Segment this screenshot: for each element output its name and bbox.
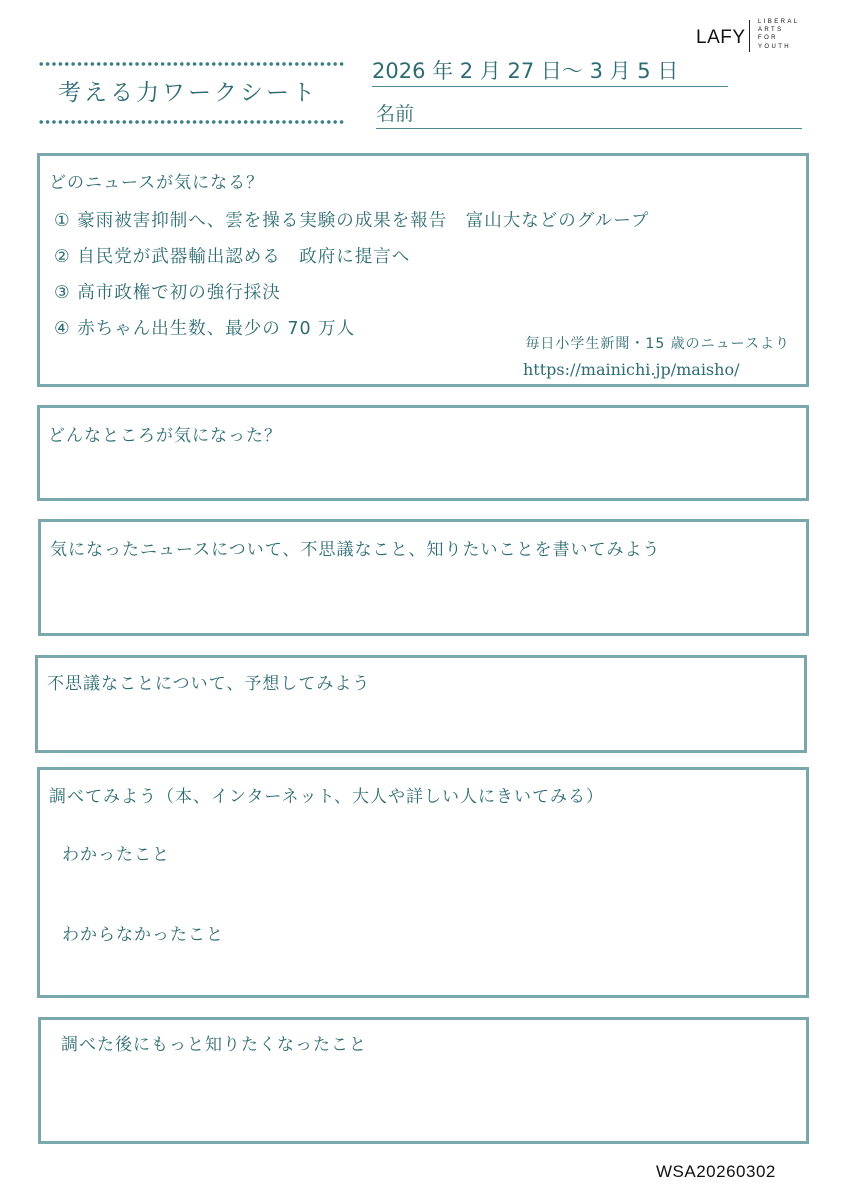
news-item[interactable]: ④ 赤ちゃん出生数、最少の 70 万人 [54,319,356,339]
question-box-more[interactable] [38,1017,809,1144]
name-field[interactable] [376,99,802,129]
news-item[interactable]: ② 自民党が武器輸出認める 政府に提言へ [54,247,411,267]
question-box-interest[interactable] [37,405,809,501]
logo-tagline [758,18,799,51]
worksheet-code: WSA20260302 [656,1162,776,1181]
logo-tagline-line: FOR [758,35,778,42]
question-box-wonder[interactable] [38,519,809,636]
news-box [37,153,809,387]
worksheet-title: 考える力ワークシート [58,80,318,106]
logo-tagline-line: LIBERAL [758,19,800,25]
title-dots-bottom [38,119,344,125]
question-label: 気になったニュースについて、不思議なこと、知りたいことを書いてみよう [50,540,661,560]
news-url-link[interactable]: https://mainichi.jp/maisho/ [523,360,740,379]
question-box-research[interactable] [37,767,809,998]
lafy-logo [696,18,826,58]
not-found-label: わからなかったこと [62,925,224,945]
question-box-predict[interactable] [35,655,807,753]
news-item[interactable]: ① 豪雨被害抑制へ、雲を操る実験の成果を報告 富山大などのグループ [54,211,650,231]
found-label: わかったこと [62,845,170,865]
logo-divider [749,20,750,52]
question-label: 調べた後にもっと知りたくなったこと [61,1035,367,1055]
question-label: 調べてみよう（本、インターネット、大人や詳しい人にきいてみる） [49,787,604,807]
name-label: 名前 [376,103,415,125]
title-dots-top [38,61,344,67]
news-source: 毎日小学生新聞・15 歳のニュースより [525,336,790,352]
news-item[interactable]: ③ 高市政権で初の強行採決 [54,283,281,303]
question-label: 不思議なことについて、予想してみよう [47,674,371,694]
question-label: どんなところが気になった？ [48,426,282,446]
date-range: 2026 年 2 月 27 日～ 3 月 5 日 [372,55,728,87]
news-heading: どのニュースが気になる？ [49,173,265,193]
logo-tagline-line: YOUTH [758,43,791,50]
logo-tagline-line: ARTS [758,27,784,34]
logo-brand: LAFY [696,27,746,48]
